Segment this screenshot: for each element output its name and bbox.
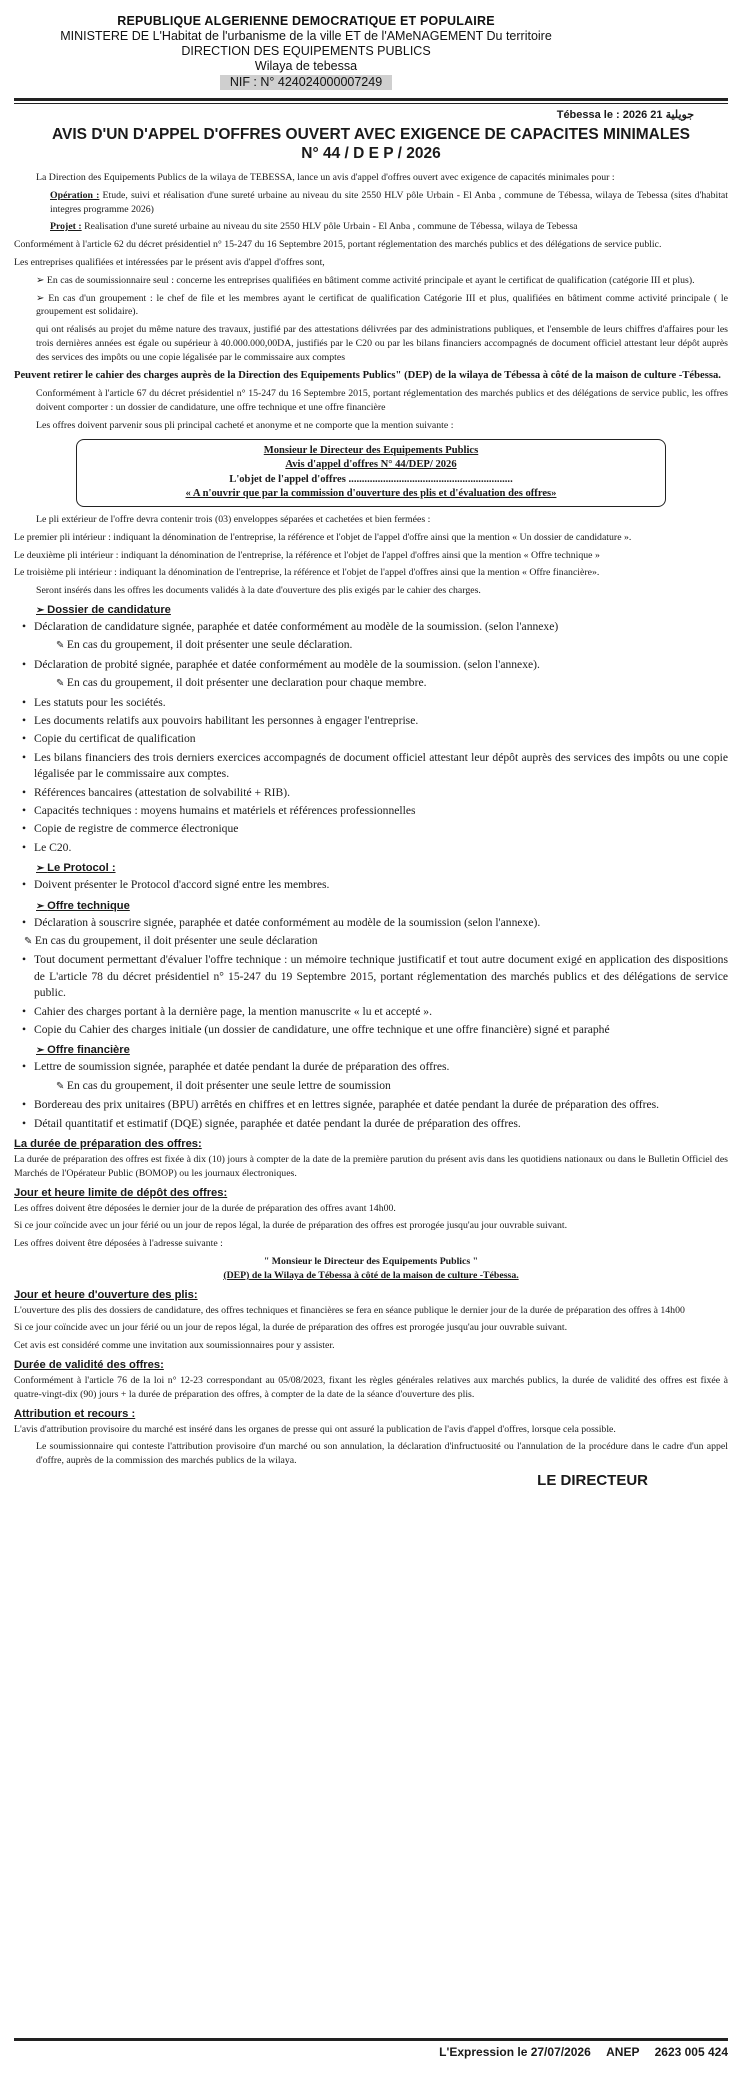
projet-text: Realisation d'une sureté urbaine au niveau du site 2550 HLV pôle Urbain - El Anba , commune de Tébessa, wilaya de Tebessa: [84, 221, 578, 233]
depot-text: Les offres doivent être déposées le dernier jour de la durée de préparation des offres avant 14h00.: [14, 1202, 396, 1214]
dossier-list-2: [14, 657, 728, 673]
groupement-note-1: ✎ En cas du groupement, il doit présenter une seule déclaration.: [14, 637, 728, 654]
dossier-item: • Le C20.: [34, 840, 728, 856]
validite-text: Conformément à l'article 76 de la loi n° 12-23 correspondant au 05/08/2023, fixant les règles générales relatives aux marchés publics, la durée de validité des offres est fixée à quatre-vingt-dix (90) jours + la durée de préparation des offres, à compter de la date de la séance d'ouverture des plis.: [14, 1375, 728, 1400]
ouverture-text-2: Si ce jour coïncide avec un jour férié ou un jour de repos légal, la durée de préparation des offres est prorogée jusqu'au jour ouvrable suivant.: [14, 1322, 568, 1334]
depot-title: Jour et heure limite de dépôt des offres:: [14, 1186, 228, 1199]
dossier-item: • Les documents relatifs aux pouvoirs habilitant les personnes à engager l'entreprise.: [34, 713, 728, 729]
entreprises-line: Les entreprises qualifiées et intéressées par le présent avis d'appel d'offres sont,: [14, 256, 325, 268]
offre-financiere-list: [14, 1059, 728, 1075]
retirer-paragraph: Peuvent retirer le cahier des charges auprès de la Direction des Equipements Publics" (DEP) de la wilaya de Tébessa à côté de la maison de culture -Tébessa.: [14, 369, 721, 381]
offre-technique-list: [14, 915, 728, 931]
pli-exterieur: Le pli extérieur de l'offre devra contenir trois (03) enveloppes séparées et cachetées et bien fermées :: [36, 513, 431, 525]
box-line-3: L'objet de l'appel d'offres ..............................................................: [229, 473, 513, 485]
notice-title: AVIS D'UN D'APPEL D'OFFRES OUVERT AVEC EXIGENCE DE CAPACITES MINIMALES N° 44 / D E P / 2026: [51, 126, 690, 162]
dossier-item: • Copie de registre de commerce électronique: [34, 821, 728, 837]
header-divider: [14, 98, 728, 104]
operation-label: Opération :: [50, 189, 100, 201]
recours-text: Le soumissionnaire qui conteste l'attribution provisoire d'un marché ou son annulation, la déclaration d'infructuosité ou l'annulation de la procédure dans le cadre d'un appel d'offre, auprès de la commission des marchés publics de la wilaya.: [36, 1441, 728, 1467]
header-direction: DIRECTION DES EQUIPEMENTS PUBLICS: [181, 44, 431, 58]
groupement-note-4: ✎ En cas du groupement, il doit présenter une seule lettre de soumission: [14, 1078, 728, 1095]
box-line-1: Monsieur le Directeur des Equipements Publics: [263, 444, 479, 456]
invitation-text: Cet avis est considéré comme une invitation aux soumissionnaires pour y assister.: [14, 1340, 335, 1352]
dossier-list: [14, 619, 728, 635]
header-republic: REPUBLIQUE ALGERIENNE DEMOCRATIQUE ET POPULAIRE: [117, 14, 495, 28]
adresse-line-2: (DEP) de la Wilaya de Tébessa à côté de la maison de culture -Tébessa.: [223, 1269, 519, 1281]
groupement-note-2: ✎ En cas du groupement, il doit présenter une declaration pour chaque membre.: [14, 675, 728, 692]
dossier-item: • Déclaration de probité signée, paraphée et datée conformément au modèle de la soumission. (selon l'annexe).: [34, 657, 728, 673]
footer-anep: ANEP: [606, 2045, 640, 2059]
footer-reference: 2623 005 424: [654, 2045, 728, 2059]
address-box: [76, 439, 666, 507]
dossier-title: ➢ Dossier de candidature: [14, 604, 728, 616]
pli-principal: Les offres doivent parvenir sous pli principal cacheté et anonyme et ne comporte que la mention suivante :: [36, 419, 454, 431]
protocol-item: • Doivent présenter le Protocol d'accord signé entre les membres.: [34, 877, 728, 893]
offre-financiere-item: • Détail quantitatif et estimatif (DQE) signée, paraphée et datée pendant la durée de préparation des offres.: [34, 1116, 728, 1132]
attribution-text: L'avis d'attribution provisoire du marché est inséré dans les organes de presse qui ont assuré la publication de l'avis d'appel d'offres, lorsque cela possible.: [14, 1423, 616, 1435]
protocol-title: ➢ Le Protocol :: [14, 862, 728, 874]
groupement-note-3: ✎ En cas du groupement, il doit présenter une seule déclaration: [14, 933, 728, 950]
dossier-item: • Copie du certificat de qualification: [34, 731, 728, 747]
dossier-item: • Les statuts pour les sociétés.: [34, 695, 728, 711]
ouverture-title: Jour et heure d'ouverture des plis:: [14, 1288, 198, 1301]
offre-technique-item: • Tout document permettant d'évaluer l'offre technique : un mémoire technique justificatif et tout autre document exigé en application des dispositions de L'article 78 du décret présidentiel n° 15-247 du 19 Septembre 2015, portant réglementation des marchés publics et des délégations de service public.: [34, 952, 728, 1001]
box-line-4: « A n'ouvrir que par la commission d'ouverture des plis et d'évaluation des offres»: [185, 488, 557, 500]
adresse-line-1: " Monsieur le Directeur des Equipements Publics ": [263, 1256, 479, 1268]
dossier-item: • Déclaration de candidature signée, paraphée et datée conformément au modèle de la soumission. (selon l'annexe): [34, 619, 728, 635]
projet-label: Projet :: [50, 221, 82, 233]
duree-title: La durée de préparation des offres:: [14, 1138, 202, 1151]
protocol-list: [14, 877, 728, 893]
offre-technique-item: • Déclaration à souscrire signée, paraphée et datée conformément au modèle de la soumission (selon l'annexe).: [34, 915, 728, 931]
cas-groupement: ➢ En cas d'un groupement : le chef de file et les membres ayant le certificat de qualification Catégorie III et plus, qualifiées en bâtiment comme activité principale ( le groupement est solidaire).: [14, 292, 728, 320]
offre-technique-title: ➢ Offre technique: [14, 900, 728, 912]
duree-text: La durée de préparation des offres est fixée à dix (10) jours à compter de la date de la première parution du présent avis dans les quotidiens nationaux ou dans le Bulletin Officiel des Marchés de l'Opérateur Public (BOMOP) ou les journaux électroniques.: [14, 1154, 728, 1179]
projet-line: [14, 220, 728, 234]
cas-seul: ➢ En cas de soumissionnaire seul : concerne les entreprises qualifiées en bâtiment comme activité principale et ayant le certificat de qualification (catégorie III et plus).: [14, 274, 728, 288]
ouverture-text: L'ouverture des plis des dossiers de candidature, des offres techniques et financières se fera en séance publique le dernier jour de la durée de préparation des offres à 14h00: [14, 1304, 685, 1316]
attribution-title: Attribution et recours :: [14, 1407, 136, 1420]
dossier-list-3: [14, 695, 728, 857]
intro-paragraph: La Direction des Equipements Publics de la wilaya de TEBESSA, lance un avis d'appel d'offres ouvert avec exigence de capacités minimales pour :: [36, 172, 615, 183]
operation-line: [14, 189, 728, 217]
dossier-item: • Références bancaires (attestation de solvabilité + RIB).: [34, 785, 728, 801]
offre-financiere-list-2: [14, 1097, 728, 1132]
adresse-text: Les offres doivent être déposées à l'adresse suivante :: [14, 1238, 223, 1250]
box-line-2: Avis d'appel d'offres N° 44/DEP/ 2026: [285, 459, 457, 471]
header-nif: NIF : N° 424024000007249: [220, 75, 392, 90]
offre-financiere-item: • Lettre de soumission signée, paraphée et datée pendant la durée de préparation des offres.: [34, 1059, 728, 1075]
footer: [14, 2038, 728, 2059]
conformement-67: Conformément à l'article 67 du décret présidentiel n° 15-247 du 16 Septembre 2015, portant réglementation des marchés publics et des délégations de service public, les offres doivent comporter : un dossier de candidature, une offre technique et une offre financière: [36, 388, 728, 413]
seront-inseres: Seront insérés dans les offres les documents validés à la date d'ouverture des plis exigés par le cahier des charges.: [36, 585, 481, 597]
header-ministry: MINISTERE DE L'Habitat de l'urbanisme de la ville ET de l'AMeNAGEMENT Du territoire: [60, 29, 552, 43]
conformement-62: Conformément à l'article 62 du décret présidentiel n° 15-247 du 16 Septembre 2015, portant réglementation des marchés publics et des délégations de service public.: [14, 239, 662, 251]
offre-financiere-item: • Bordereau des prix unitaires (BPU) arrêtés en chiffres et en lettres signée, paraphée et datée pendant la durée de préparation des offres.: [34, 1097, 728, 1113]
deuxieme-pli: Le deuxième pli intérieur : indiquant la dénomination de l'entreprise, la référence et l'objet de l'appel d'offres ainsi que la mention « Offre technique »: [14, 549, 600, 561]
troisieme-pli: Le troisième pli intérieur : indiquant la dénomination de l'entreprise, la référence et l'objet de l'appel d'offres ainsi que la mention « Offre financière».: [14, 567, 600, 579]
dossier-item: • Capacités techniques : moyens humains et matériels et références professionnelles: [34, 803, 728, 819]
notice-date: Tébessa le : 2026 جويلية 21: [556, 109, 694, 121]
header-wilaya: Wilaya de tebessa: [254, 59, 358, 73]
header: [14, 14, 598, 90]
signature: LE DIRECTEUR: [537, 1472, 648, 1490]
offre-financiere-title: ➢ Offre financière: [14, 1044, 728, 1056]
offre-technique-item: • Cahier des charges portant à la dernière page, la mention manuscrite « lu et accepté ».: [34, 1004, 728, 1020]
footer-newspaper: L'Expression le 27/07/2026: [439, 2045, 591, 2059]
offre-technique-list-2: [14, 952, 728, 1038]
dossier-item: • Les bilans financiers des trois derniers exercices accompagnés de document officiel attestant leur dépôt auprès des services des impôts ou une copie légalisée par le commissaire aux comptes.: [34, 750, 728, 783]
validite-title: Durée de validité des offres:: [14, 1359, 164, 1372]
depot-text-2: Si ce jour coïncide avec un jour férié ou un jour de repos légal, la durée de préparation des offres est prorogée jusqu'au jour ouvrable suivant.: [14, 1220, 568, 1232]
offre-technique-item: • Copie du Cahier des charges initiale (un dossier de candidature, une offre technique et une offre financière) signé et paraphé: [34, 1022, 728, 1038]
realises-paragraph: qui ont réalisés au projet du même nature des travaux, justifié par des attestations délivrées par des administrations publiques, et l'ensemble de leurs chiffres d'affaires pour les trois dernières années est égale ou supérieur à 40.000.000,00DA, justifiés par le C20 ou par les bilans financiers accompagnés de document officiel attestant leur dépôt auprès des services des impôts ou une copie légalisée par le commissaire aux comptes: [36, 324, 728, 363]
premier-pli: Le premier pli intérieur : indiquant la dénomination de l'entreprise, la référence et l'objet de l'appel d'offre ainsi que la mention « Un dossier de candidature ».: [14, 531, 632, 543]
operation-text: Etude, suivi et réalisation d'une sureté urbaine au niveau du site 2550 HLV pôle Urbain - El Anba , commune de Tébessa, wilaya de Tebessa (sites d'habitat integres programme 2026): [50, 189, 729, 215]
